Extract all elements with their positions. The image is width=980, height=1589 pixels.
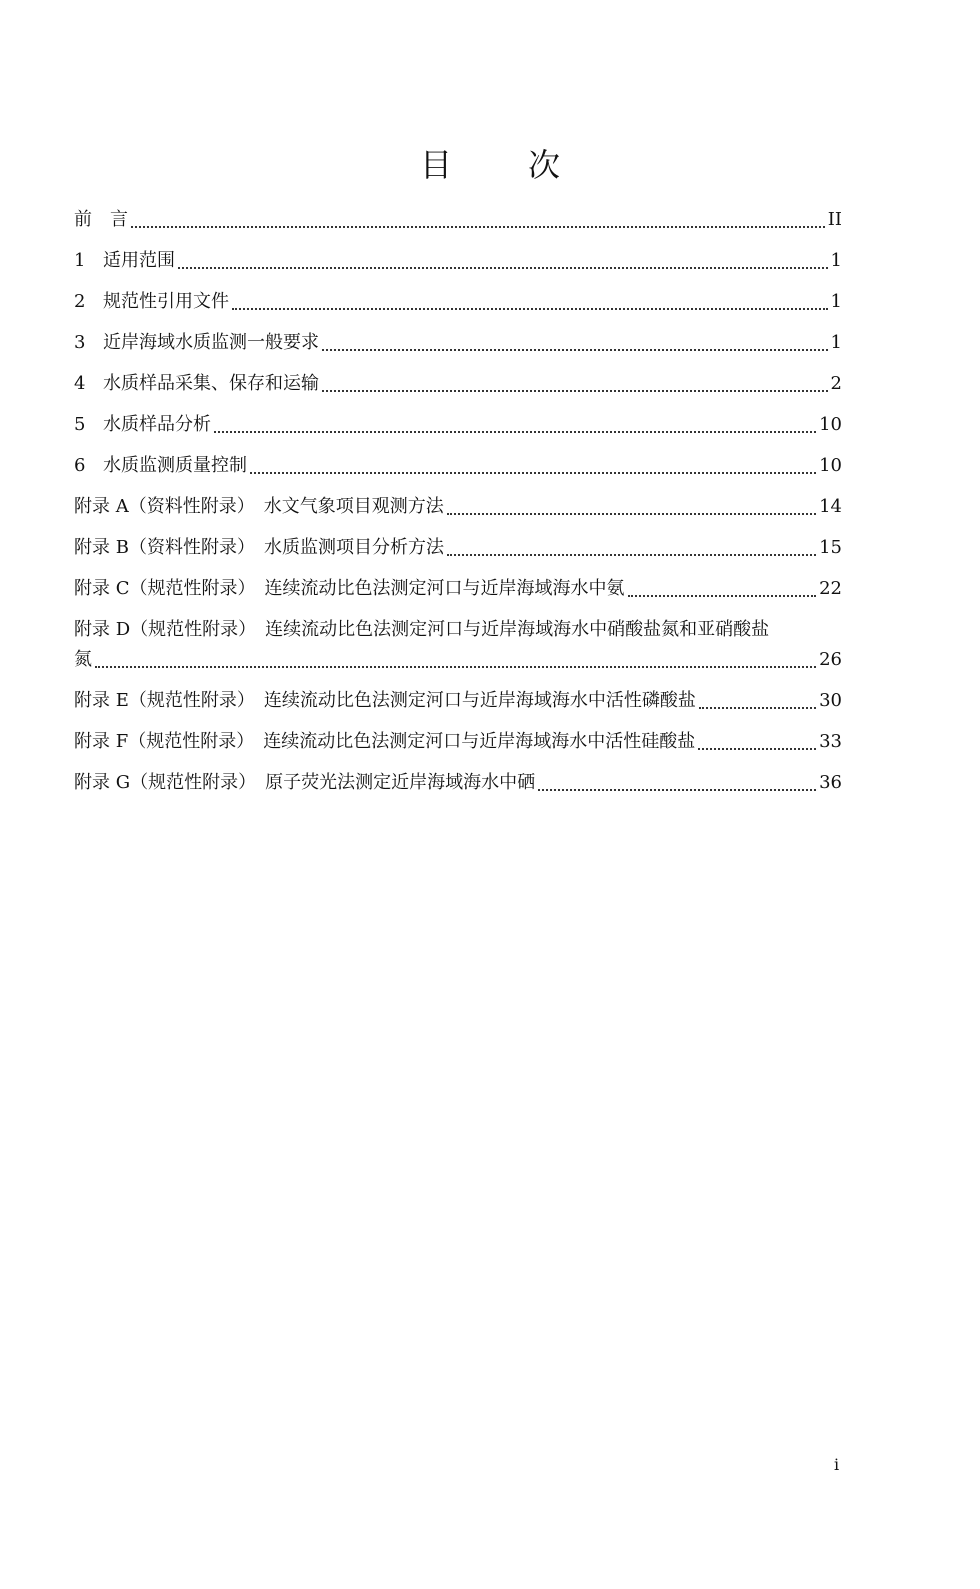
toc-leader-dots <box>250 472 816 474</box>
toc-entry-label: 水质监测质量控制 <box>103 455 247 476</box>
toc-entry-label: 附录 A（资料性附录） 水文气象项目观测方法 <box>74 496 444 517</box>
page-number: i <box>834 1455 840 1474</box>
toc-entry-page: II <box>827 209 842 230</box>
toc-entry-page: 30 <box>819 690 842 711</box>
toc-leader-dots <box>232 308 828 310</box>
toc-entry-page: 10 <box>819 455 842 476</box>
toc-entry-number: 6 <box>74 455 86 476</box>
toc-entry-number: 2 <box>74 291 86 312</box>
toc-entry-page: 1 <box>830 250 842 271</box>
toc-entry-1[interactable] <box>74 246 842 276</box>
toc-leader-dots <box>178 267 828 269</box>
toc-entry-6[interactable] <box>74 451 842 481</box>
toc-entry-label: 前 言 <box>74 209 128 230</box>
toc-entry-page: 26 <box>819 649 842 670</box>
toc-entry-page: 1 <box>830 332 842 353</box>
toc-entry-page: 36 <box>819 772 842 793</box>
toc-leader-dots <box>322 390 828 392</box>
toc-entry-label: 水质样品分析 <box>103 414 211 435</box>
toc-entry-appendix-b[interactable] <box>74 533 842 563</box>
toc-entry-label: 附录 C（规范性附录） 连续流动比色法测定河口与近岸海域海水中氨 <box>74 578 625 599</box>
toc-leader-dots <box>698 748 816 750</box>
toc-entry-2[interactable] <box>74 287 842 317</box>
toc-entry-appendix-c[interactable] <box>74 574 842 604</box>
toc-leader-dots <box>447 513 816 515</box>
toc-leader-dots <box>447 554 816 556</box>
toc-entry-label: 规范性引用文件 <box>103 291 229 312</box>
toc-entry-label-continued: 氮 <box>74 649 92 670</box>
toc-entry-page: 33 <box>819 731 842 752</box>
toc-leader-dots <box>214 431 816 433</box>
toc-entry-page: 15 <box>819 537 842 558</box>
toc-leader-dots <box>131 226 825 228</box>
toc-entry-5[interactable] <box>74 410 842 440</box>
toc-entry-label: 水质样品采集、保存和运输 <box>103 373 319 394</box>
page-title: 目 次 <box>419 146 582 184</box>
toc-entry-appendix-e[interactable] <box>74 686 842 716</box>
toc-leader-dots <box>699 707 816 709</box>
toc-entry-3[interactable] <box>74 328 842 358</box>
toc-entry-number: 4 <box>74 373 86 394</box>
toc-entry-page: 14 <box>819 496 842 517</box>
toc-leader-dots <box>628 595 817 597</box>
toc-entry-number: 3 <box>74 332 86 353</box>
toc-entry-page: 10 <box>819 414 842 435</box>
toc-entry-continuation <box>74 645 842 675</box>
toc-entry-page: 2 <box>830 373 842 394</box>
toc-leader-dots <box>95 666 816 668</box>
toc-entry-page: 1 <box>830 291 842 312</box>
toc-entry-label: 适用范围 <box>103 250 175 271</box>
toc-entry-label: 附录 G（规范性附录） 原子荧光法测定近岸海域海水中硒 <box>74 772 536 793</box>
toc-entry-label: 附录 E（规范性附录） 连续流动比色法测定河口与近岸海域海水中活性磷酸盐 <box>74 690 696 711</box>
toc-entry-appendix-f[interactable] <box>74 727 842 757</box>
toc-entry-label: 附录 F（规范性附录） 连续流动比色法测定河口与近岸海域海水中活性硅酸盐 <box>74 731 696 752</box>
toc-entry-label: 近岸海域水质监测一般要求 <box>103 332 319 353</box>
toc-entry-preface[interactable] <box>74 205 842 235</box>
toc-leader-dots <box>322 349 828 351</box>
table-of-contents <box>74 205 842 809</box>
toc-entry-number: 1 <box>74 250 86 271</box>
toc-entry-label: 附录 D（规范性附录） 连续流动比色法测定河口与近岸海域海水中硝酸盐氮和亚硝酸盐 <box>74 619 770 640</box>
toc-entry-appendix-g[interactable] <box>74 768 842 798</box>
toc-entry-appendix-a[interactable] <box>74 492 842 522</box>
toc-entry-number: 5 <box>74 414 86 435</box>
toc-entry-appendix-d[interactable] <box>74 615 842 675</box>
toc-leader-dots <box>538 789 816 791</box>
toc-entry-page: 22 <box>819 578 842 599</box>
toc-entry-label: 附录 B（资料性附录） 水质监测项目分析方法 <box>74 537 444 558</box>
toc-entry-4[interactable] <box>74 369 842 399</box>
